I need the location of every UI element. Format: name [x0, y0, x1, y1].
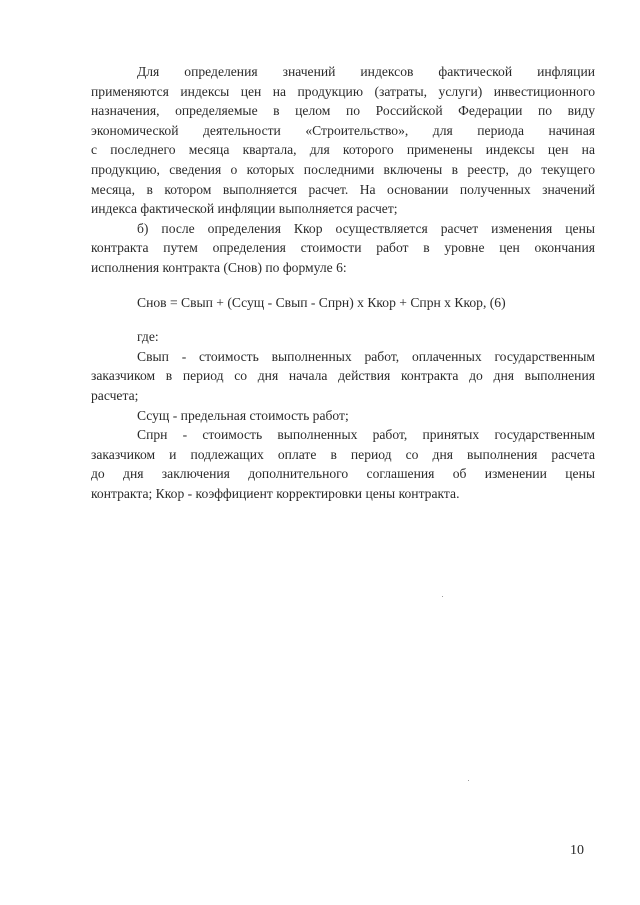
- text-line: до дня заключения дополнительного соглашения об изменении цены: [91, 466, 595, 482]
- scan-speck: [468, 780, 469, 781]
- text-line: контракта; Ккор - коэффициент корректировки цены контракта.: [91, 485, 460, 501]
- text-line: продукцию, сведения о которых последними включены в реестр, до текущего: [91, 161, 595, 177]
- text-line: заказчиком в период со дня начала действия контракта до дня выполнения: [91, 368, 595, 384]
- text-line: экономической деятельности «Строительство», для периода начиная: [91, 122, 595, 138]
- text-line: месяца, в котором выполняется расчет. На основании полученных значений: [91, 181, 595, 197]
- text-line: применяются индексы цен на продукцию (затраты, услуги) инвестиционного: [91, 83, 595, 99]
- document-body: [91, 62, 595, 503]
- where-label: где:: [137, 329, 159, 345]
- page-number: 10: [570, 843, 584, 858]
- scan-speck: [442, 596, 443, 597]
- text-line: с последнего месяца квартала, для которого применены индексы цен на: [91, 142, 595, 158]
- text-line: Свып - стоимость выполненных работ, оплаченных государственным: [137, 348, 595, 364]
- text-line: заказчиком и подлежащих оплате в период со дня выполнения расчета: [91, 446, 595, 462]
- text-line: назначения, определяемые в целом по Российской Федерации по виду: [91, 103, 595, 119]
- definition-sprn: [91, 425, 595, 503]
- text-line: расчета;: [91, 387, 139, 403]
- text-line: Спрн - стоимость выполненных работ, принятых государственным: [137, 427, 595, 443]
- paragraph-inflation-indexes: [91, 62, 595, 219]
- text-line: Для определения значений индексов фактической инфляции: [137, 64, 595, 79]
- text-line: контракта путем определения стоимости работ в уровне цен окончания: [91, 240, 595, 256]
- text-line: б) после определения Ккор осуществляется расчет изменения цены: [137, 220, 595, 236]
- definition-svyp: [91, 347, 595, 406]
- text-line: индекса фактической инфляции выполняется расчет;: [91, 201, 398, 217]
- text-line: исполнения контракта (Снов) по формуле 6:: [91, 259, 347, 275]
- where-label-paragraph: [91, 327, 595, 347]
- text-line: Ссущ - предельная стоимость работ;: [137, 407, 349, 423]
- formula-6: Снов = Свып + (Ссущ - Свып - Спрн) х Ккор + Спрн х Ккор, (6): [137, 294, 506, 310]
- definition-ssush: [91, 406, 595, 426]
- paragraph-b: [91, 219, 595, 278]
